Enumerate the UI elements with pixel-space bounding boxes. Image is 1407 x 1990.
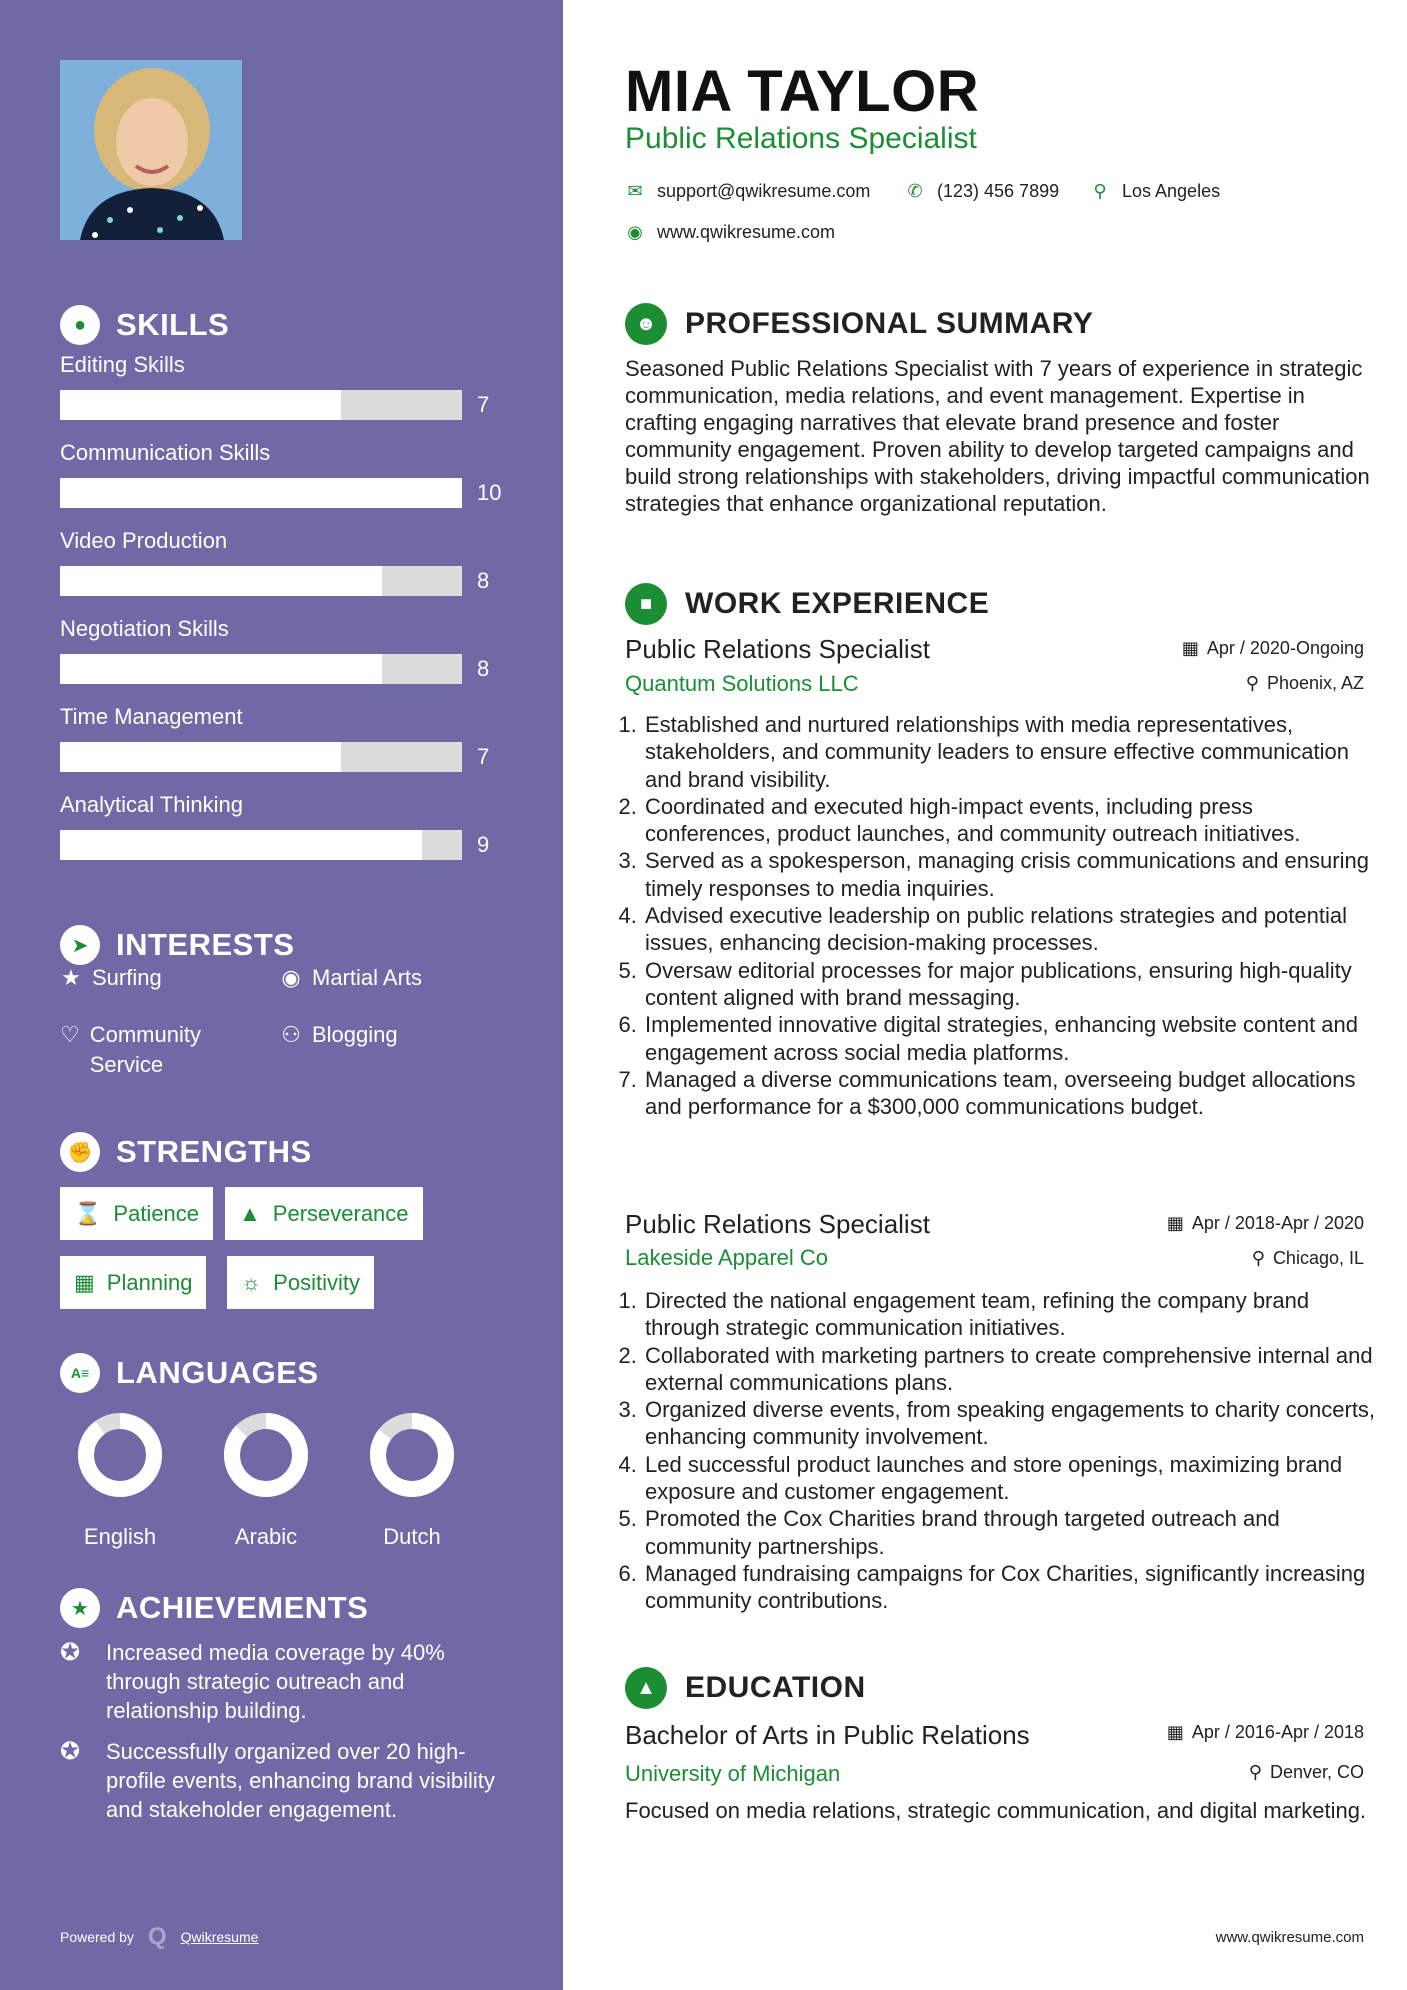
star-burst-icon: ✪ (60, 1738, 81, 1765)
skill-name: Communication Skills (60, 440, 271, 465)
hourglass-icon: ⌛ (74, 1200, 102, 1226)
footer-website[interactable]: www.qwikresume.com (1215, 1929, 1364, 1946)
calendar-icon: ▦ (1181, 638, 1199, 658)
user-icon: ☻ (625, 303, 667, 345)
pin-icon: ⚲ (1248, 1762, 1262, 1782)
pin-icon: ⚲ (1245, 673, 1259, 693)
job-dates: ▦ Apr / 2018-Apr / 2020 (1166, 1213, 1364, 1233)
star-badge-icon: ★ (60, 1588, 100, 1628)
skill-bar (60, 654, 462, 684)
skill-name: Video Production (60, 528, 228, 553)
location-contact: ⚲ Los Angeles (1090, 181, 1220, 202)
duty-item: 1. Directed the national engagement team, refining the company brand through strategic communication initiatives. (643, 1287, 1382, 1342)
language-ring (362, 1405, 462, 1505)
strength-chip: ⌛ Patience (60, 1187, 213, 1240)
handshake-icon: ♡ (60, 1022, 80, 1047)
job-company: Lakeside Apparel Co (625, 1245, 829, 1270)
school-name: University of Michigan (625, 1761, 841, 1786)
duty-item: 5. Promoted the Cox Charities brand through targeted outreach and community partnerships. (643, 1505, 1382, 1560)
language-ring (70, 1405, 170, 1505)
skill-bar (60, 566, 462, 596)
duty-item: 4. Led successful product launches and store openings, maximizing brand exposure and customer engagement. (643, 1451, 1382, 1506)
skill-value: 10 (477, 480, 502, 505)
language-item: Dutch (362, 1405, 462, 1550)
job-title: Public Relations Specialist (625, 634, 930, 664)
powered-brand-link[interactable]: Qwikresume (180, 1929, 259, 1945)
interest-item: ◉ Martial Arts (280, 963, 422, 993)
calendar-icon: ▦ (74, 1269, 95, 1295)
achievements-heading: ★ ACHIEVEMENTS (60, 1588, 368, 1628)
globe-icon: ◉ (627, 222, 643, 242)
job-dates: ▦ Apr / 2020-Ongoing (1181, 638, 1364, 658)
skill-value: 9 (477, 832, 490, 857)
interest-item: ★ Surfing (60, 963, 162, 993)
summary-text: Seasoned Public Relations Specialist with 7 years of experience in strategic communication, media relations, and event management. Expertise in crafting engaging narratives that elevate brand presence and foster community engagement. Proven ability to develop targeted campaigns and build strong relationships with stakeholders, driving impactful communication strategies that enhance organizational reputation. (625, 356, 1370, 516)
duty-item: 3. Organized diverse events, from speaking engagements to charity concerts, enhancing community involvement. (643, 1396, 1382, 1451)
skill-name: Analytical Thinking (60, 792, 244, 817)
map-pin-icon: ⚲ (1093, 181, 1107, 201)
skill-bar-fill (60, 654, 382, 684)
phone-icon: ✆ (907, 181, 923, 201)
skill-bar-fill (60, 742, 341, 772)
skill-bar-fill (60, 566, 382, 596)
summary-heading: ☻ PROFESSIONAL SUMMARY (625, 303, 1093, 345)
duty-item: 7. Managed a diverse communications team, overseeing budget allocations and performance for a $300,000 communications budget. (643, 1066, 1382, 1121)
job-title: Public Relations Specialist (625, 1209, 930, 1239)
skill-bar-fill (60, 830, 422, 860)
calendar-icon: ▦ (1166, 1722, 1184, 1742)
interest-item: ♡ Community Service (60, 1020, 230, 1080)
pin-icon: ⚲ (1251, 1248, 1265, 1268)
achievement-item: ✪ Increased media coverage by 40% through strategic outreach and relationship building. (60, 1639, 445, 1723)
skill-bar-fill (60, 478, 462, 508)
road-icon: ▲ (239, 1200, 261, 1226)
duty-item: 6. Implemented innovative digital strategies, enhancing website content and engagement across social media platforms. (643, 1011, 1382, 1066)
skill-bar (60, 478, 462, 508)
skill-bar (60, 742, 462, 772)
profile-photo (60, 60, 242, 240)
email-contact: ✉ support@qwikresume.com (625, 181, 870, 202)
skill-value: 8 (477, 568, 490, 593)
skills-heading: ● SKILLS (60, 305, 229, 345)
briefcase-icon: ■ (625, 583, 667, 625)
candidate-role: Public Relations Specialist (625, 122, 977, 155)
strength-chip: ☼ Positivity (227, 1256, 374, 1309)
duty-item: 2. Collaborated with marketing partners to create comprehensive internal and external communications plans. (643, 1342, 1382, 1397)
skill-name: Time Management (60, 704, 243, 729)
interest-item: ⚇ Blogging (280, 1020, 398, 1050)
job-location: ⚲ Chicago, IL (1251, 1248, 1364, 1268)
phone-contact: ✆ (123) 456 7899 (905, 181, 1059, 202)
education-dates: ▦ Apr / 2016-Apr / 2018 (1166, 1722, 1364, 1742)
skill-bar-fill (60, 390, 341, 420)
skill-value: 7 (477, 392, 490, 417)
education-location: ⚲ Denver, CO (1248, 1762, 1364, 1782)
globe-icon: ◉ (281, 965, 301, 990)
duty-item: 2. Coordinated and executed high-impact events, including press conferences, product launches, and community outreach initiatives. (643, 793, 1382, 848)
job-company: Quantum Solutions LLC (625, 671, 859, 696)
sidebar (0, 0, 563, 1990)
language-icon: A≡ (60, 1353, 100, 1393)
lightbulb-icon: ● (60, 305, 100, 345)
strength-chip: ▦ Planning (60, 1256, 206, 1309)
qwikresume-logo-icon: Q (147, 1923, 167, 1950)
skill-value: 8 (477, 656, 490, 681)
language-item: English (70, 1405, 170, 1550)
envelope-icon: ✉ (627, 181, 643, 201)
language-item: Arabic (216, 1405, 316, 1550)
skill-name: Editing Skills (60, 352, 185, 377)
experience-heading: ■ WORK EXPERIENCE (625, 583, 989, 625)
achievement-item: ✪ Successfully organized over 20 high-profile events, enhancing brand visibility and stakeholder engagement. (60, 1738, 495, 1822)
degree-title: Bachelor of Arts in Public Relations (625, 1720, 1030, 1750)
fist-icon: ✊ (60, 1132, 100, 1172)
duty-item: 1. Established and nurtured relationships with media representatives, stakeholders, and community leaders to ensure effective communication and brand visibility. (643, 711, 1382, 793)
users-icon: ⚇ (281, 1022, 301, 1047)
duty-item: 6. Managed fundraising campaigns for Cox Charities, significantly increasing community contributions. (643, 1560, 1382, 1615)
language-ring (216, 1405, 316, 1505)
strength-chip: ▲ Perseverance (225, 1187, 423, 1240)
job-location: ⚲ Phoenix, AZ (1245, 673, 1364, 693)
paper-plane-icon: ➤ (60, 925, 100, 965)
powered-by: Powered by Q Qwikresume (60, 1923, 259, 1950)
candidate-name: MIA TAYLOR (625, 59, 980, 124)
strengths-heading: ✊ STRENGTHS (60, 1132, 312, 1172)
duty-item: 3. Served as a spokesperson, managing crisis communications and ensuring timely responses to media inquiries. (643, 847, 1382, 902)
skill-name: Negotiation Skills (60, 616, 229, 641)
education-description: Focused on media relations, strategic communication, and digital marketing. (625, 1798, 1367, 1823)
calendar-icon: ▦ (1166, 1213, 1184, 1233)
languages-heading: A≡ LANGUAGES (60, 1353, 319, 1393)
education-heading: ▲ EDUCATION (625, 1667, 866, 1709)
duty-item: 4. Advised executive leadership on public relations strategies and potential issues, enhancing decision-making processes. (643, 902, 1382, 957)
sun-icon: ☼ (241, 1269, 262, 1295)
star-burst-icon: ✪ (60, 1639, 81, 1666)
skill-bar (60, 390, 462, 420)
duty-item: 5. Oversaw editorial processes for major publications, ensuring high-quality content aligned with brand messaging. (643, 957, 1382, 1012)
skill-bar (60, 830, 462, 860)
job-duties (617, 711, 1382, 1120)
star-icon: ★ (61, 965, 81, 990)
website-contact: ◉ www.qwikresume.com (625, 222, 835, 243)
job-duties (617, 1287, 1382, 1615)
graduation-cap-icon: ▲ (625, 1667, 667, 1709)
skill-value: 7 (477, 744, 490, 769)
interests-heading: ➤ INTERESTS (60, 925, 294, 965)
